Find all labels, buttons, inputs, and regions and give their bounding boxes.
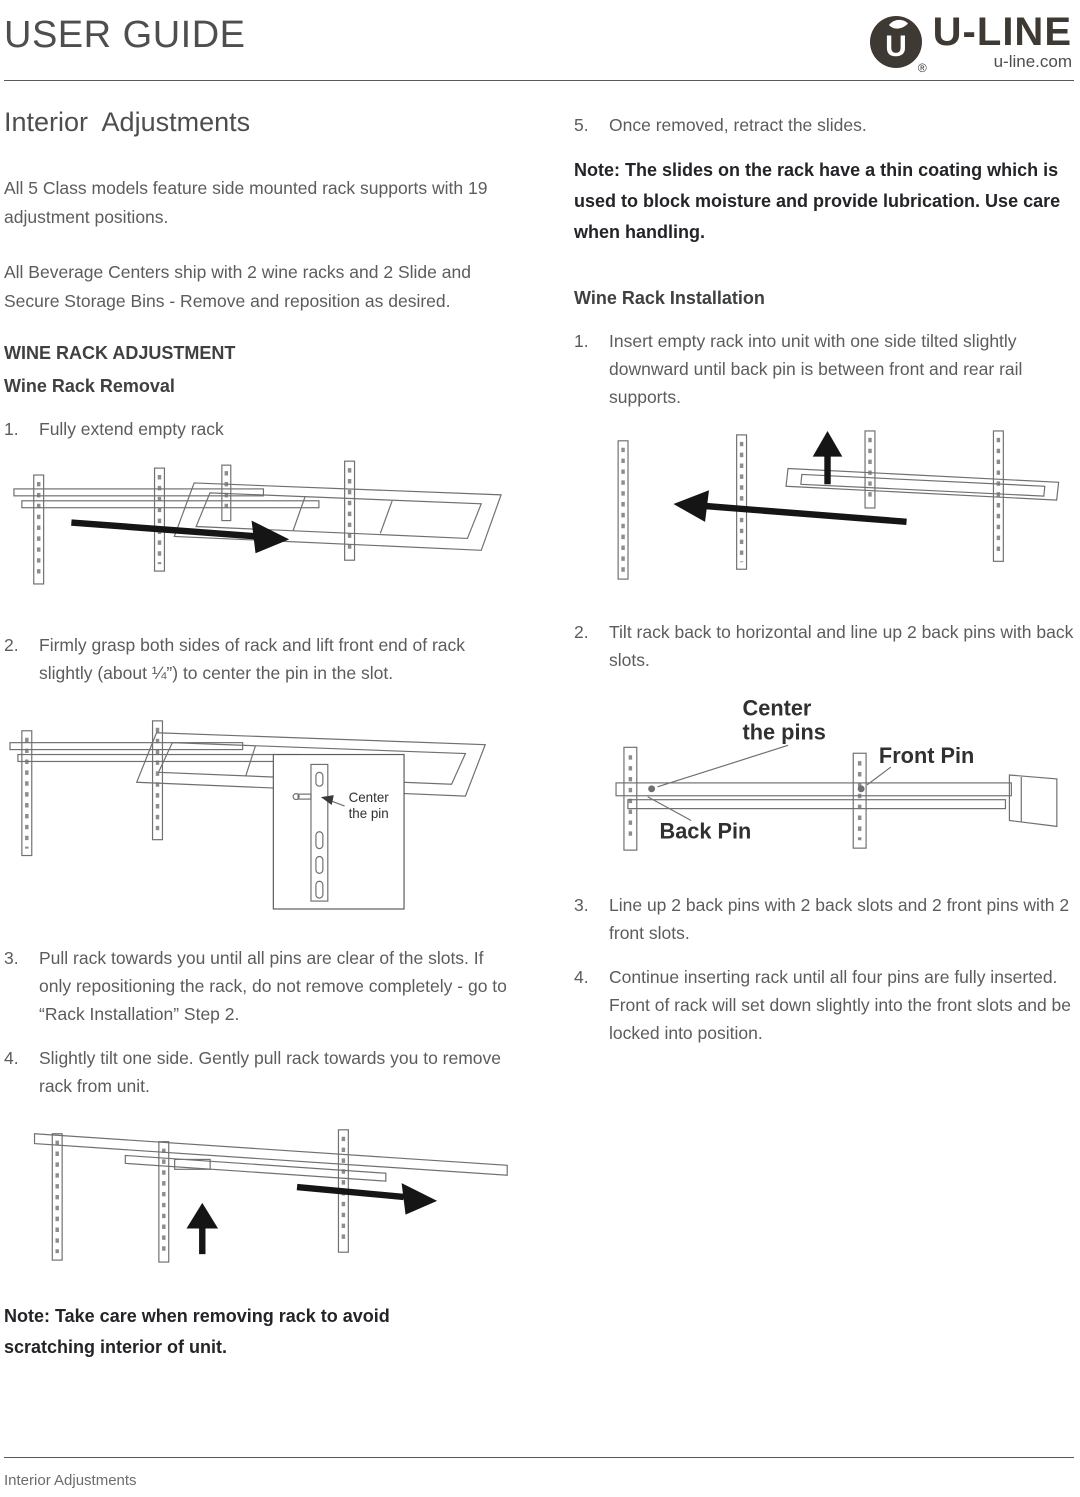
logo-letter: U <box>884 30 907 63</box>
intro-paragraph-1: All 5 Class models feature side mounted rack supports with 19 adjustment positions. <box>4 178 488 227</box>
footer-divider <box>4 1457 1074 1458</box>
removal-step-4 <box>4 1044 512 1100</box>
removal-step-2 <box>4 631 512 687</box>
left-column <box>4 95 512 1363</box>
step-number: 3. <box>574 894 589 915</box>
page-footer <box>4 1449 1074 1489</box>
step-number: 2. <box>574 621 589 642</box>
intro-paragraph-2: All Beverage Centers ship with 2 wine racks and 2 Slide and Secure Storage Bins - Remove and reposition as desired. <box>4 262 471 312</box>
figure-insert-rack <box>594 427 1074 592</box>
step-number: 3. <box>4 947 19 968</box>
step-number: 2. <box>4 634 19 655</box>
installation-step-3 <box>574 891 1074 947</box>
user-guide-title: USER GUIDE <box>4 14 246 56</box>
figure-tilt-remove <box>8 1116 512 1271</box>
center-pin-illustration <box>8 703 508 913</box>
step-number: 1. <box>4 418 19 439</box>
page-header <box>4 8 1074 75</box>
figure-pin-labels <box>594 690 1074 865</box>
installation-step-4 <box>574 963 1074 1047</box>
section-title: Interior Adjustments <box>4 107 251 137</box>
installation-step-2 <box>574 618 1074 674</box>
step-text: Fully extend empty rack <box>39 418 224 439</box>
uline-wordmark: U-LINE <box>932 10 1072 54</box>
tilt-remove-illustration <box>8 1116 513 1266</box>
rack-extended-illustration <box>8 459 508 600</box>
uline-website: u-line.com <box>993 52 1072 71</box>
logo-text-stack <box>933 12 1072 72</box>
header-divider <box>4 80 1074 81</box>
step-text: Insert empty rack into unit with one side tilted slightly downward until back pin is between front and rear rail supports. <box>609 330 1023 407</box>
heading-wine-rack-installation: Wine Rack Installation <box>574 287 765 308</box>
fig-label-center-pins-line2: the pins <box>742 719 826 745</box>
slides-coating-note: Note: The slides on the rack have a thin coating which is used to block moisture and provide lubrication. Use care when handling. <box>574 160 1061 242</box>
uline-circle-mark-icon <box>869 15 923 69</box>
registered-mark: ® <box>917 61 927 75</box>
step-text: Once removed, retract the slides. <box>609 115 867 135</box>
right-column <box>574 95 1074 1363</box>
fig-label-center-pins-line1: Center <box>742 695 812 721</box>
removal-step-3 <box>4 944 512 1028</box>
fig-label-front-pin: Front Pin <box>878 742 975 768</box>
installation-step-1 <box>574 327 1074 411</box>
figure-rack-fully-extended <box>8 459 512 605</box>
step-text: Tilt rack back to horizontal and line up 2 back pins with back slots. <box>609 621 1074 670</box>
fig-label-center-the-pin-line1: Center <box>348 789 389 805</box>
step-number: 1. <box>574 330 589 351</box>
heading-wine-rack-removal: Wine Rack Removal <box>4 375 175 396</box>
step-text: Firmly grasp both sides of rack and lift front end of rack slightly (about ¼”) to center the pin in the slot. <box>39 634 466 683</box>
step-number: 5. <box>574 115 589 135</box>
uline-logo <box>869 10 1072 75</box>
content-columns <box>4 95 1074 1363</box>
heading-wine-rack-adjustment: WINE RACK ADJUSTMENT <box>4 342 236 363</box>
pin-labels-illustration <box>594 690 1069 860</box>
uline-logo-icon <box>869 15 927 75</box>
removal-step-5 <box>574 111 1074 139</box>
step-text: Pull rack towards you until all pins are clear of the slots. If only repositioning the rack, do not remove completely - go to “Rack Installation” Step 2. <box>39 947 507 1024</box>
footer-section-label: Interior Adjustments <box>4 1472 137 1489</box>
removal-step-1 <box>4 415 512 443</box>
insert-rack-illustration <box>594 427 1064 587</box>
fig-label-center-the-pin-line2: the pin <box>348 805 389 821</box>
step-text: Slightly tilt one side. Gently pull rack towards you to remove rack from unit. <box>39 1047 502 1096</box>
step-text: Line up 2 back pins with 2 back slots and 2 front pins with 2 front slots. <box>609 894 1070 943</box>
step-number: 4. <box>4 1047 19 1068</box>
removal-note: Note: Take care when removing rack to avoid scratching interior of unit. <box>4 1305 390 1357</box>
figure-center-pin-inset <box>8 703 512 918</box>
step-number: 4. <box>574 966 589 987</box>
step-text: Continue inserting rack until all four pins are fully inserted. Front of rack will set down slightly into the front slots and be locked into position. <box>609 966 1072 1043</box>
fig-label-back-pin: Back Pin <box>659 818 752 844</box>
